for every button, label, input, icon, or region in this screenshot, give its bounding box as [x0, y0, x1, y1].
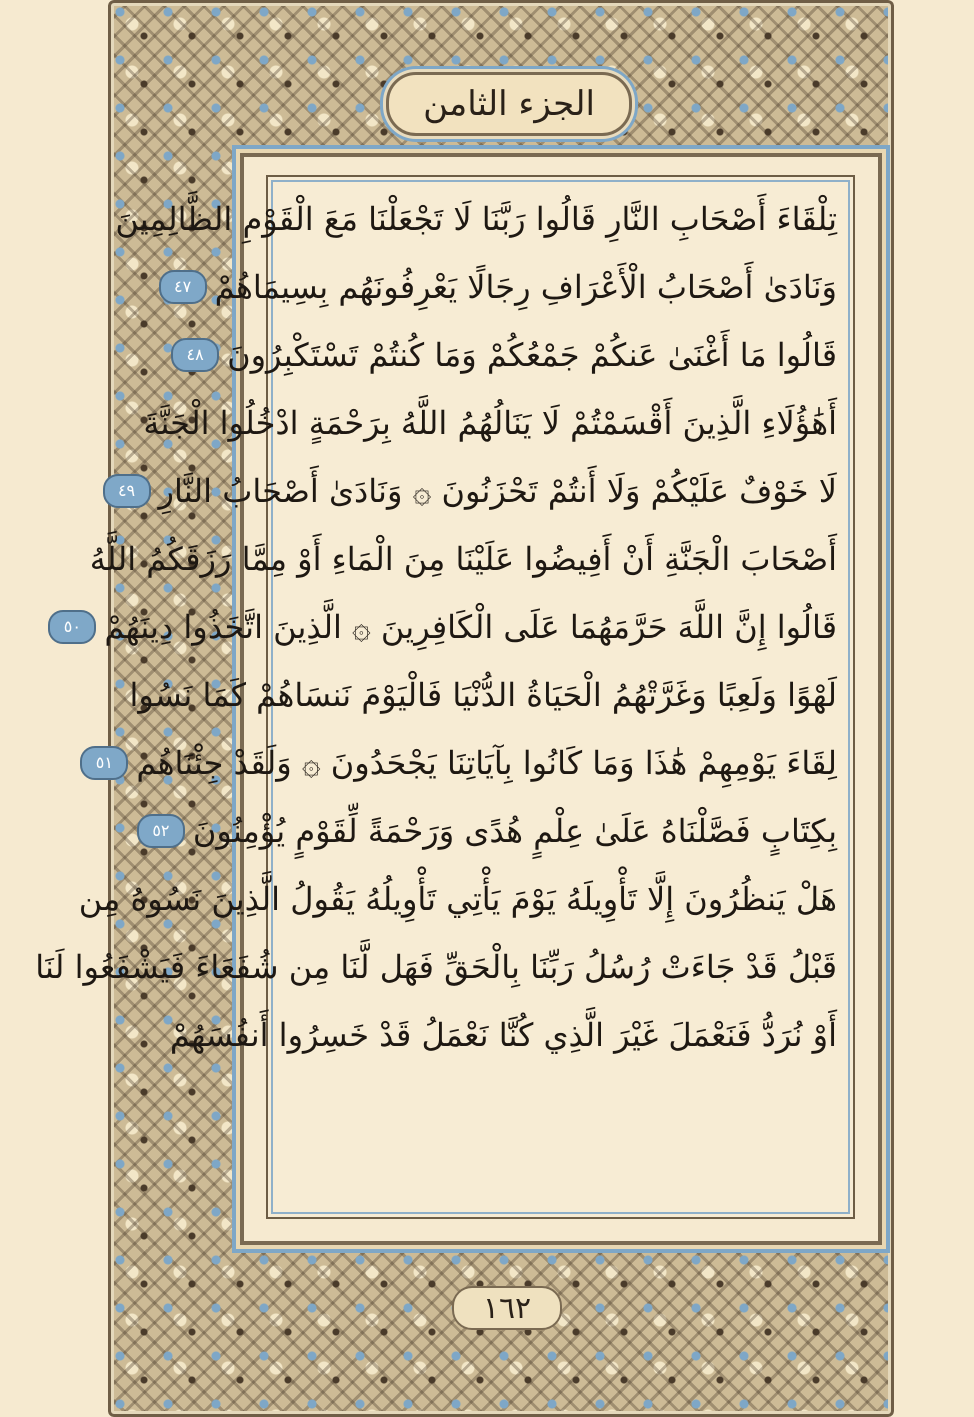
verse-line-13: [169, 1001, 841, 1069]
verse-line-11: [78, 865, 841, 933]
verse-line-10: [152, 797, 841, 865]
verse-line-1: [115, 185, 841, 253]
ayah-number-badge: ٤٨: [171, 338, 219, 372]
verse-text: أَصْحَابَ الْجَنَّةِ أَنْ أَفِيضُوا عَلَيْنَا مِنَ الْمَاءِ أَوْ مِمَّا رَزَقَكُمُ اللَّهُ: [89, 540, 837, 578]
verse-text: تِلْقَاءَ أَصْحَابِ النَّارِ قَالُوا رَبَّنَا لَا تَجْعَلْنَا مَعَ الْقَوْمِ الظَّالِمِينَ: [115, 200, 837, 238]
ayah-number-badge: ٤٧: [159, 270, 207, 304]
verse-text: أَهَٰؤُلَاءِ الَّذِينَ أَقْسَمْتُمْ لَا يَنَالُهُمُ اللَّهُ بِرَحْمَةٍ ادْخُلُوا الْجَنَّةَ: [143, 404, 837, 442]
verse-line-2: [174, 253, 841, 321]
verse-text: قَالُوا مَا أَغْنَىٰ عَنكُمْ جَمْعُكُمْ وَمَا كُنتُمْ تَسْتَكْبِرُونَ: [227, 336, 837, 374]
verse-line-8: [129, 661, 841, 729]
verse-line-5: [117, 457, 841, 525]
verse-text: لَا خَوْفٌ عَلَيْكُمْ وَلَا أَنتُمْ تَحْزَنُونَ ۞ وَنَادَىٰ أَصْحَابُ النَّارِ: [158, 472, 837, 510]
verse-text: لِقَاءَ يَوْمِهِمْ هَٰذَا وَمَا كَانُوا بِآيَاتِنَا يَجْحَدُونَ ۞ وَلَقَدْ جِئْنَاهُم: [136, 744, 837, 782]
verse-line-3: [186, 321, 841, 389]
verse-text: وَنَادَىٰ أَصْحَابُ الْأَعْرَافِ رِجَالًا يَعْرِفُونَهُم بِسِيمَاهُمْ: [214, 268, 837, 306]
verse-text: قَبْلُ قَدْ جَاءَتْ رُسُلُ رَبِّنَا بِالْحَقِّ فَهَل لَّنَا مِن شُفَعَاءَ فَيَشْفَعُوا لَنَا: [35, 948, 837, 986]
verse-text: بِكِتَابٍ فَصَّلْنَاهُ عَلَىٰ عِلْمٍ هُدًى وَرَحْمَةً لِّقَوْمٍ يُؤْمِنُونَ: [192, 812, 837, 850]
verse-line-12: [35, 933, 841, 1001]
juz-title: الجزء الثامن: [386, 72, 632, 136]
ayah-number-badge: ٥٢: [137, 814, 185, 848]
verse-text: أَوْ نُرَدُّ فَنَعْمَلَ غَيْرَ الَّذِي كُنَّا نَعْمَلُ قَدْ خَسِرُوا أَنفُسَهُمْ: [169, 1016, 837, 1054]
verse-line-4: [143, 389, 841, 457]
ayah-number-badge: ٥١: [80, 746, 128, 780]
ayah-number-badge: ٤٩: [103, 474, 151, 508]
page-number: ١٦٢: [452, 1286, 562, 1330]
verse-line-7: [63, 593, 841, 661]
verse-line-9: [95, 729, 841, 797]
verse-text: قَالُوا إِنَّ اللَّهَ حَرَّمَهُمَا عَلَى الْكَافِرِينَ ۞ الَّذِينَ اتَّخَذُوا دِينَهُمْ: [104, 608, 837, 646]
verse-block: [35, 185, 841, 1205]
ayah-number-badge: ٥٠: [48, 610, 96, 644]
verse-line-6: [89, 525, 841, 593]
verse-text: هَلْ يَنظُرُونَ إِلَّا تَأْوِيلَهُ يَوْمَ يَأْتِي تَأْوِيلُهُ يَقُولُ الَّذِينَ نَسُوهُ مِن: [78, 880, 837, 918]
verse-text: لَهْوًا وَلَعِبًا وَغَرَّتْهُمُ الْحَيَاةُ الدُّنْيَا فَالْيَوْمَ نَنسَاهُمْ كَمَا نَسُوا: [129, 676, 837, 714]
